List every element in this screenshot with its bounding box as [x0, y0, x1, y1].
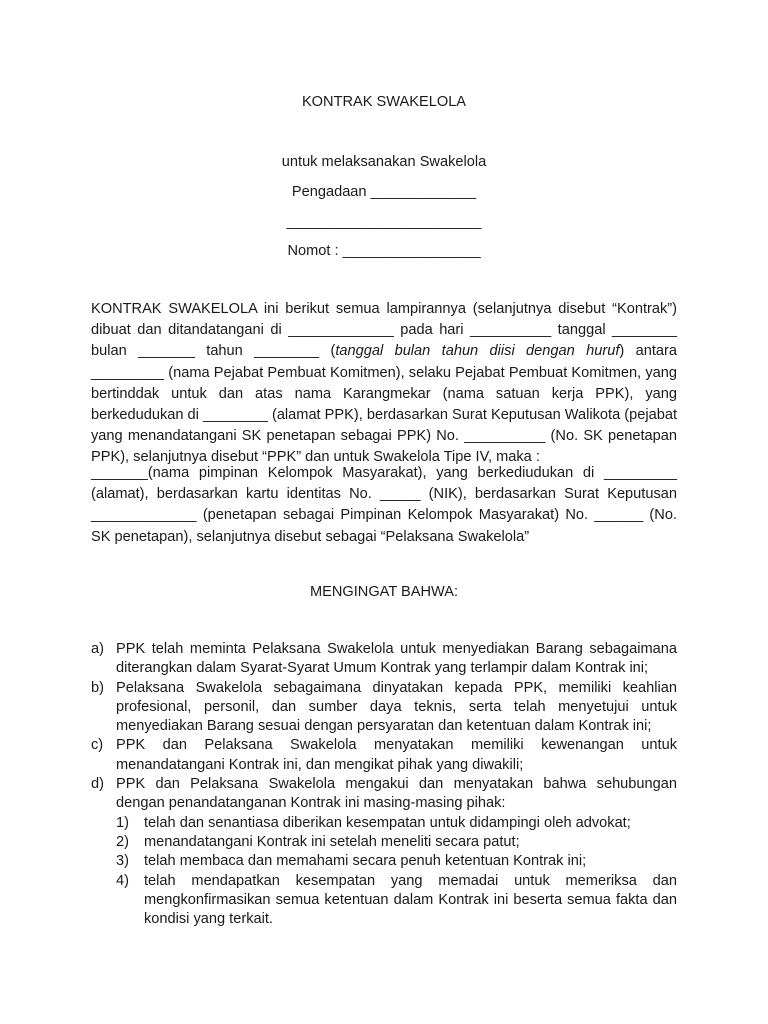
sublist-item-text: menandatangani Kontrak ini setelah meneliti secara patut;	[144, 833, 520, 850]
sublist	[116, 814, 677, 930]
section-heading: MENGINGAT BAHWA:	[309, 584, 459, 600]
sublist-item-text: telah dan senantiasa diberikan kesempatan untuk didampingi oleh advokat;	[144, 814, 631, 831]
implementer-paragraph	[91, 463, 677, 548]
opening-italic-note: tanggal bulan tahun diisi dengan huruf	[335, 343, 620, 360]
list-item	[91, 640, 677, 679]
list-item-text: PPK dan Pelaksana Swakelola mengakui dan menyatakan bahwa sehubungan dengan penandatanganan Kontrak ini masing-masing pihak:	[116, 776, 677, 812]
sublist-marker: 3)	[116, 853, 129, 870]
sublist-item	[116, 872, 677, 930]
sublist-marker: 4)	[116, 872, 129, 889]
recitals-list	[91, 640, 677, 929]
list-marker: a)	[91, 641, 104, 657]
list-marker: c)	[91, 737, 104, 754]
document-purpose: untuk melaksanakan Swakelola	[281, 154, 487, 170]
list-item-body	[116, 775, 677, 929]
opening-paragraph	[91, 299, 677, 469]
opening-text-start: KONTRAK SWAKELOLA ini berikut semua lampirannya (selanjutnya disebut “Kontrak”) dibuat dan ditandatangani di _____________ pada hari __________ tanggal ________ bulan _______ tahun ________ (	[91, 301, 677, 360]
list-item-text: PPK telah meminta Pelaksana Swakelola untuk menyediakan Barang sebagaimana diterangkan dalam Syarat-Syarat Umum Kontrak yang terlampir dalam Kontrak ini;	[116, 641, 677, 677]
blank-line: ________________________	[286, 214, 482, 230]
list-marker: d)	[91, 776, 104, 793]
list-item	[91, 775, 677, 929]
list-marker: b)	[91, 679, 104, 696]
sublist-item-text: telah mendapatkan kesempatan yang memadai untuk memeriksa dan mengkonfirmasikan semua ketentuan dalam Kontrak ini beserta semua fakta dan kondisi yang terkait.	[144, 872, 677, 928]
contract-number: Nomot : _________________	[287, 243, 481, 259]
list-item-text: PPK dan Pelaksana Swakelola menyatakan memiliki kewenangan untuk menandatangani Kontrak ini, dan mengikat pihak yang diwakili;	[116, 737, 677, 773]
document-title: KONTRAK SWAKELOLA	[301, 94, 467, 110]
sublist-item	[116, 852, 677, 871]
list-item	[91, 736, 677, 775]
list-item	[91, 679, 677, 737]
sublist-item	[116, 833, 677, 852]
procurement-line: Pengadaan _____________	[291, 184, 477, 200]
sublist-item-text: telah membaca dan memahami secara penuh ketentuan Kontrak ini;	[144, 853, 587, 870]
sublist-marker: 2)	[116, 833, 129, 850]
sublist-item	[116, 814, 677, 833]
opening-text-end: ) antara _________ (nama Pejabat Pembuat Komitmen), selaku Pejabat Pembuat Komitmen, yang bertinddak untuk dan atas nama Karangmekar (nama satuan kerja PPK), yang berkedudukan di ________ (alamat PPK), berdasarkan Surat Keputusan Walikota (pejabat yang menandatangani SK penetapan sebagai PPK) No. __________ (No. SK penetapan PPK), selanjutnya disebut “PPK” dan untuk Swakelola Tipe IV, maka :	[91, 343, 678, 466]
implementer-text: _______(nama pimpinan Kelompok Masyarakat), yang berkediudukan di _________ (alamat), berdasarkan kartu identitas No. _____ (NIK), berdasarkan Surat Keputusan _____________ (penetapan sebagai Pimpinan Kelompok Masyarakat) No. ______ (No. SK penetapan), selanjutnya disebut sebagai “Pelaksana Swakelola”	[91, 465, 677, 545]
sublist-marker: 1)	[116, 814, 129, 831]
list-item-text: Pelaksana Swakelola sebagaimana dinyatakan kepada PPK, memiliki keahlian profesional, personil, dan sumber daya teknis, serta telah menyetujui untuk menyediakan Barang sesuai dengan persyaratan dan ketentuan dalam Kontrak ini;	[116, 679, 677, 735]
